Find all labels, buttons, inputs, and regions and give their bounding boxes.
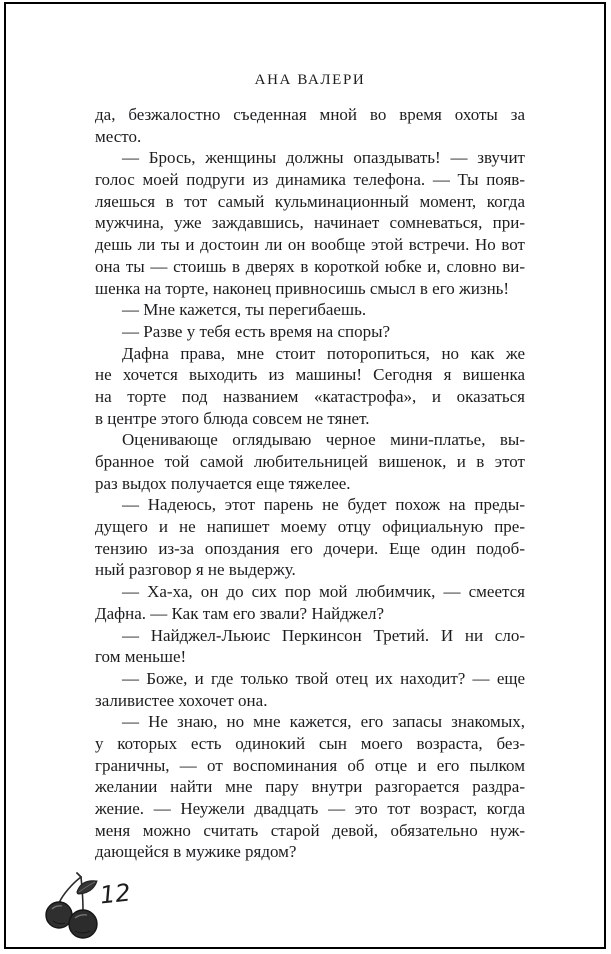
text-line: голос моей подруги из динамика телефона. — Ты появ- (95, 170, 525, 190)
text-line: дешь ли ты и достоин ли он вообще этой встречи. Но вот (95, 235, 525, 255)
body-text-column (95, 104, 525, 863)
text-line: раз выдох получается еще тяжелее. (95, 473, 351, 493)
text-line: желании найти мне пару внутри разгорается раздра- (95, 777, 525, 797)
text-line: — Брось, женщины должны опаздывать! — звучит (122, 148, 525, 168)
text-line: в центре этого блюда совсем не тянет. (95, 408, 370, 428)
text-line: Дафна права, мне стоит поторопиться, но как же (122, 343, 525, 363)
text-line: да, безжалостно съеденная мной во время охоты за (95, 105, 525, 124)
text-line: — Надеюсь, этот парень не будет похож на преды- (122, 495, 525, 515)
running-header-author: АНА ВАЛЕРИ (254, 72, 366, 88)
text-line: гом меньше! (95, 647, 187, 667)
text-line: — Найджел-Льюис Перкинсон Третий. И ни сло- (122, 625, 525, 645)
text-line: жение. — Неужели двадцать — это тот возраст, когда (95, 799, 525, 818)
text-line: дущего и не напишет моему отцу официальную пре- (95, 517, 525, 537)
text-line: она ты — стоишь в дверях в короткой юбке и, словно ви- (95, 256, 525, 276)
text-line: Оценивающе оглядываю черное мини-платье, вы- (122, 430, 525, 450)
text-line: у которых есть одинокий сын моего возраста, без- (95, 733, 525, 753)
text-line: бранное той самой любительницей вишенок, и в этот (95, 452, 525, 471)
text-line: — Боже, и где только твой отец их находит? — еще (122, 668, 525, 688)
text-line: — Ха-ха, он до сих пор мой любимчик, — смеется (122, 582, 525, 602)
text-line: — Не знаю, но мне кажется, его запасы знакомых, (122, 712, 525, 732)
text-line: граничны, — от воспоминания об отце и его пылком (95, 755, 525, 775)
text-line: Дафна. — Как там его звали? Найджел? (95, 603, 385, 623)
text-line: на торте под названием «катастрофа», и оказаться (95, 386, 525, 406)
text-line: место. (95, 126, 142, 146)
text-line: меня можно считать старой девой, обязательно нуж- (95, 820, 525, 840)
page-number: 12 (98, 878, 132, 910)
text-line: — Мне кажется, ты перегибаешь. (122, 300, 367, 320)
text-line: мужчина, уже заждавшись, начинает сомневаться, при- (95, 213, 525, 233)
text-line: — Разве у тебя есть время на споры? (122, 321, 391, 341)
text-line: ляешься в тот самый кульминационный момент, когда (95, 191, 525, 211)
cherries-illustration (44, 872, 102, 950)
text-line: не хочется выходить из машины! Сегодня я вишенка (95, 365, 525, 385)
cherry-twig (77, 873, 81, 877)
text-line: шенка на торте, наконец привносишь смысл в его жизнь! (95, 278, 510, 298)
text-line: тензию из-за опоздания его дочери. Еще один подоб- (95, 538, 525, 558)
text-line: ный разговор я не выдержу. (95, 560, 296, 580)
text-line: заливистее хохочет она. (95, 690, 268, 710)
text-line: дающейся в мужике рядом? (95, 842, 297, 862)
